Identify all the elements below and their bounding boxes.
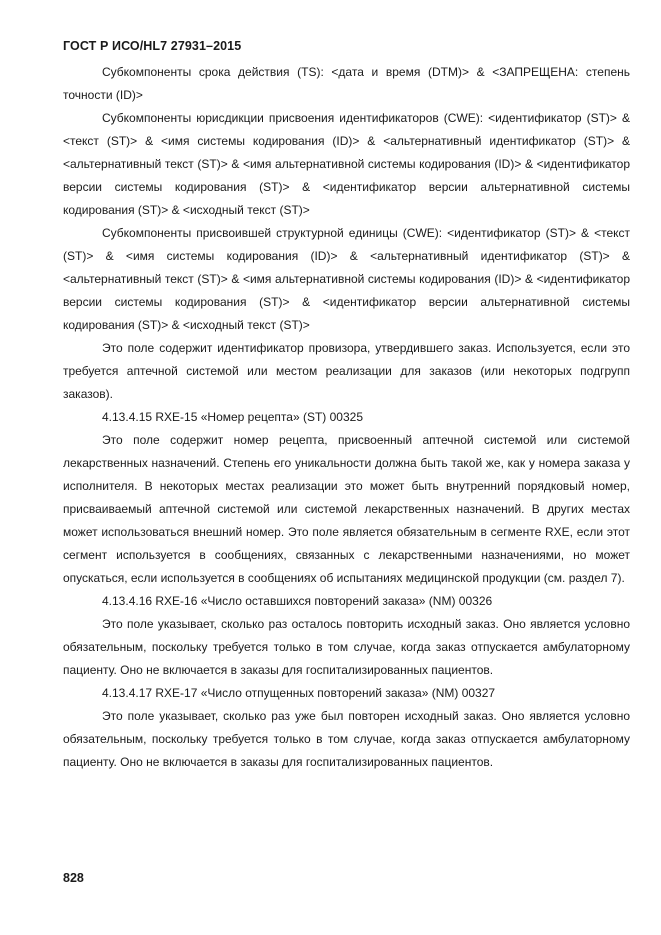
paragraph-rxe17: Это поле указывает, сколько раз уже был повторен исходный заказ. Оно является условно обязательным, поскольку требуется только в том случае, когда заказ отпускается амбулаторному пациенту. Оно не включается в заказы для госпитализированных пациентов. bbox=[63, 709, 630, 769]
section-heading-rxe17: 4.13.4.17 RXE-17 «Число отпущенных повторений заказа» (NM) 00327 bbox=[102, 686, 496, 700]
section-heading-rxe15: 4.13.4.15 RXE-15 «Номер рецепта» (ST) 00325 bbox=[102, 410, 364, 424]
page-number: 828 bbox=[63, 871, 84, 885]
paragraph-rxe16: Это поле указывает, сколько раз осталось повторить исходный заказ. Оно является условно обязательным, поскольку требуется только в том случае, когда заказ отпускается амбулаторному пациенту. Оно не включается в заказы для госпитализированных пациентов. bbox=[63, 617, 630, 677]
document-header: ГОСТ Р ИСО/HL7 27931–2015 bbox=[63, 39, 242, 53]
paragraph-ts-subcomponents: Субкомпоненты срока действия (TS): <дата и время (DTM)> & <ЗАПРЕЩЕНА: степень точности (ID)> bbox=[63, 65, 630, 102]
section-heading-rxe16: 4.13.4.16 RXE-16 «Число оставшихся повторений заказа» (NM) 00326 bbox=[102, 594, 493, 608]
document-body bbox=[63, 61, 630, 774]
paragraph-jurisdiction-subcomponents: Субкомпоненты юрисдикции присвоения идентификаторов (CWE): <идентификатор (ST)> & <текст (ST)> & <имя системы кодирования (ID)> & <альтернативный идентификатор (ST)> & <альтернативный текст (ST)> & <имя альтернативной системы кодирования (ID)> & <идентификатор версии системы кодирования (ST)> & <идентификатор версии альтернативной системы кодирования (ST)> & <исходный текст (ST)> bbox=[63, 111, 630, 217]
paragraph-structural-unit-subcomponents: Субкомпоненты присвоившей структурной единицы (CWE): <идентификатор (ST)> & <текст (ST)> & <имя системы кодирования (ID)> & <альтернативный идентификатор (ST)> & <альтернативный текст (ST)> & <имя альтернативной системы кодирования (ID)> & <идентификатор версии системы кодирования (ST)> & <идентификатор версии альтернативной системы кодирования (ST)> & <исходный текст (ST)> bbox=[63, 226, 630, 332]
paragraph-rxe15: Это поле содержит номер рецепта, присвоенный аптечной системой или системой лекарственных назначений. Степень его уникальности должна быть такой же, как у номера заказа у исполнителя. В некоторых местах реализации это может быть внутренний порядковый номер, присваиваемый аптечной системой или системой лекарственных назначений. В других местах может использоваться внешний номер. Это поле является обязательным в сегменте RXE, если этот сегмент используется в сообщениях, связанных с лекарственными назначениями, но может опускаться, если используется в сообщениях об испытаниях медицинской продукции (см. раздел 7). bbox=[63, 433, 630, 585]
paragraph-pharmacist-id: Это поле содержит идентификатор провизора, утвердившего заказ. Используется, если это требуется аптечной системой или местом реализации для заказов (или некоторых подгрупп заказов). bbox=[63, 341, 630, 401]
